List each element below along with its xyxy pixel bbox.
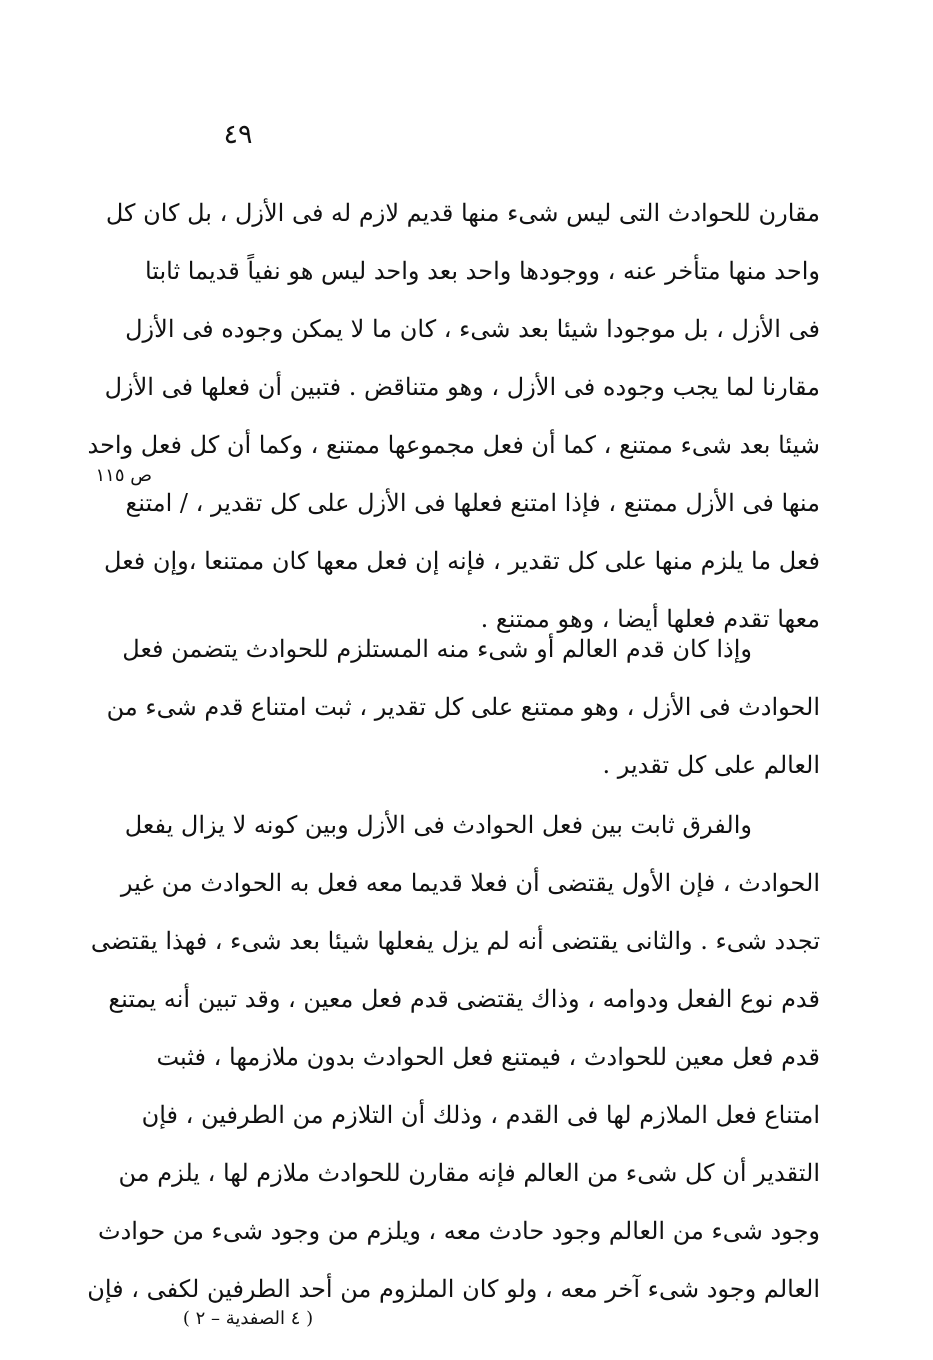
text-line: والفرق ثابت بين فعل الحوادث فى الأزل وبين كونه لا يزال يفعل xyxy=(124,811,752,839)
text-line: فعل ما يلزم منها على كل تقدير ، فإنه إن فعل معها كان ممتنعا ،وإن فعل xyxy=(104,547,820,575)
text-line: العالم على كل تقدير . xyxy=(602,751,820,779)
signature-footer: ( ٤ الصفدية – ٢ ) xyxy=(182,1308,314,1329)
text-line: امتناع فعل الملازم لها فى القدم ، وذلك أن التلازم من الطرفين ، فإن xyxy=(141,1101,820,1129)
paragraph-3 xyxy=(87,796,820,1318)
page-number: ٤٩ xyxy=(223,119,253,150)
text-line: وإذا كان قدم العالم أو شىء منه المستلزم للحوادث يتضمن فعل xyxy=(122,635,752,663)
text-line: مقارنا لما يجب وجوده فى الأزل ، وهو متناقض . فتبين أن فعلها فى الأزل xyxy=(104,373,820,401)
text-line: قدم نوع الفعل ودوامه ، وذاك يقتضى قدم فعل معين ، وقد تبين أنه يمتنع xyxy=(108,985,820,1013)
text-line: فى الأزل ، بل موجودا شيئا بعد شىء ، كان ما لا يمكن وجوده فى الأزل xyxy=(125,315,820,343)
text-line: الحوادث فى الأزل ، وهو ممتنع على كل تقدير ، ثبت امتناع قدم شىء من xyxy=(106,693,820,721)
text-line: شيئا بعد شىء ممتنع ، كما أن فعل مجموعها ممتنع ، وكما أن كل فعل واحد xyxy=(87,431,820,459)
margin-page-reference: ص ١١٥ xyxy=(95,465,152,486)
text-line: الحوادث ، فإن الأول يقتضى أن فعلا قديما معه فعل به الحوادث من غير xyxy=(120,869,820,897)
text-line: قدم فعل معين للحوادث ، فيمتنع فعل الحوادث بدون ملازمها ، فثبت xyxy=(156,1043,820,1071)
text-line: وجود شىء من العالم وجود حادث معه ، ويلزم من وجود شىء من حوادث xyxy=(97,1217,820,1245)
paragraph-2 xyxy=(106,620,820,794)
text-line: التقدير أن كل شىء من العالم فإنه مقارن للحوادث ملازم لها ، يلزم من xyxy=(118,1159,820,1187)
text-line: العالم وجود شىء آخر معه ، ولو كان الملزوم من أحد الطرفين لكفى ، فإن xyxy=(87,1275,820,1303)
text-line: معها تقدم فعلها أيضا ، وهو ممتنع . xyxy=(480,605,820,633)
text-line: مقارن للحوادث التى ليس شىء منها قديم لازم له فى الأزل ، بل كان كل xyxy=(105,199,820,227)
text-line: منها فى الأزل ممتنع ، فإذا امتنع فعلها فى الأزل على كل تقدير ، / امتنع xyxy=(125,489,820,517)
text-line: واحد منها متأخر عنه ، ووجودها واحد بعد واحد ليس هو نفياً قديما ثابتا xyxy=(144,257,820,285)
text-line: تجدد شىء . والثانى يقتضى أنه لم يزل يفعلها شيئا بعد شىء ، فهذا يقتضى xyxy=(90,927,820,955)
